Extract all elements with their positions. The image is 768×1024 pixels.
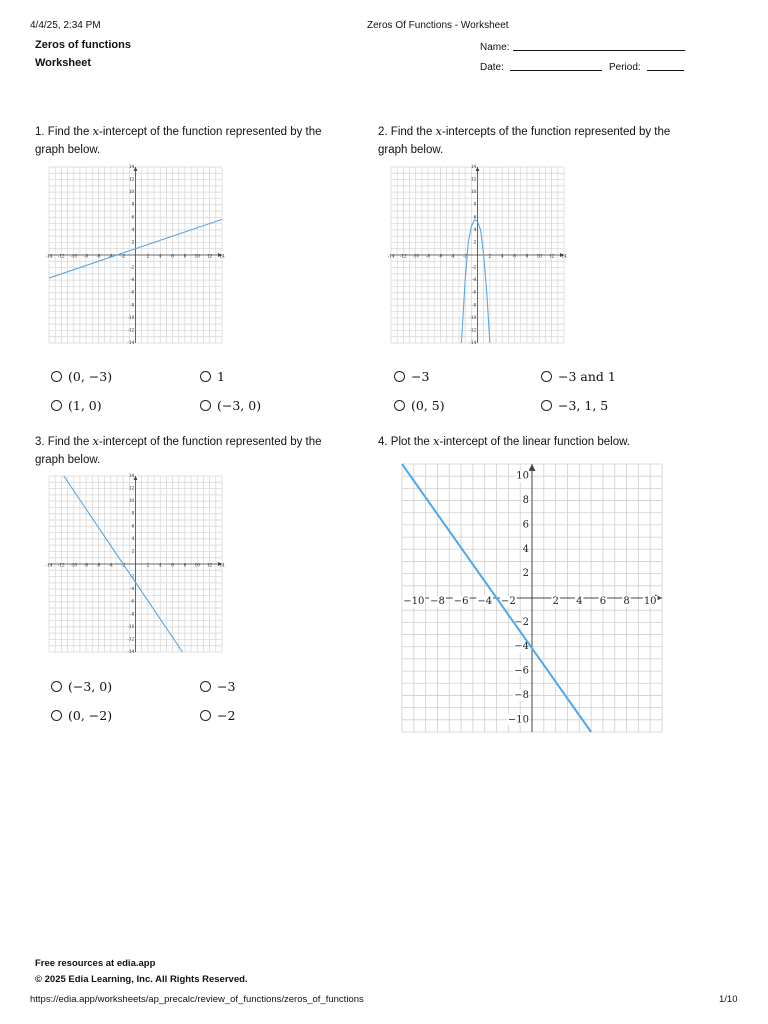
y-tick-label: -14 <box>469 340 477 345</box>
x-tick-label: 4 <box>500 253 504 259</box>
question-1-text: 1. Find the x-intercept of the function represented by the graph below. <box>35 124 322 156</box>
x-tick-label: 8 <box>183 253 187 259</box>
x-tick-label: -2 <box>121 253 126 259</box>
date-label: Date: <box>480 62 504 73</box>
x-tick-label: -8 <box>84 562 89 568</box>
y-tick-label: 12 <box>128 485 135 491</box>
x-tick-label: -6 <box>96 562 101 568</box>
x-tick-label: 2 <box>552 596 559 607</box>
y-tick-label: 6 <box>131 214 135 220</box>
y-tick-label: 8 <box>131 510 135 516</box>
y-tick-label: 10 <box>128 189 135 195</box>
x-tick-label: -2 <box>463 253 468 259</box>
x-tick-label: 4 <box>158 562 162 568</box>
q1-option-a[interactable]: (0, −3) <box>51 369 112 384</box>
worksheet-title: Zeros of functions <box>35 39 131 51</box>
y-axis-arrow <box>529 464 536 471</box>
print-page-title: Zeros Of Functions - Worksheet <box>367 20 509 31</box>
y-tick-label: −2 <box>514 616 529 628</box>
q2-option-b[interactable]: −3 and 1 <box>541 369 616 384</box>
radio-icon <box>51 371 62 382</box>
radio-icon <box>51 710 62 721</box>
x-tick-label: −2 <box>500 596 516 607</box>
x-tick-label: −4 <box>477 596 493 607</box>
y-tick-label: -2 <box>472 264 477 270</box>
date-field[interactable] <box>510 70 602 71</box>
x-tick-label: -10 <box>412 253 420 259</box>
y-tick-label: -4 <box>130 586 135 592</box>
y-tick-label: −10 <box>507 714 529 726</box>
y-tick-label: 8 <box>473 201 477 207</box>
q2-option-a[interactable]: −3 <box>394 369 429 384</box>
y-tick-label: -4 <box>472 277 477 283</box>
question-3-graph <box>45 473 225 654</box>
question-3-text: 3. Find the x-intercept of the function represented by the graph below. <box>35 434 322 466</box>
x-tick-label: -10 <box>70 253 78 259</box>
radio-icon <box>394 400 405 411</box>
y-tick-label: -10 <box>127 623 135 629</box>
y-tick-label: 2 <box>131 239 135 245</box>
y-tick-label: -6 <box>130 598 135 604</box>
q3-option-c[interactable]: (0, −2) <box>51 708 112 723</box>
footer-resources: Free resources at edia.app <box>35 958 156 969</box>
radio-icon <box>200 371 211 382</box>
y-tick-label: -8 <box>130 611 135 617</box>
x-tick-label: 10 <box>643 596 657 607</box>
x-tick-label: -14 <box>45 562 53 568</box>
radio-icon <box>51 400 62 411</box>
x-tick-label: 12 <box>206 253 213 259</box>
y-tick-label: -10 <box>127 314 135 320</box>
y-tick-label: -4 <box>130 277 135 283</box>
question-4-text: 4. Plot the x-intercept of the linear function below. <box>378 434 631 448</box>
x-tick-label: −6 <box>453 596 469 607</box>
footer-url: https://edia.app/worksheets/ap_precalc/review_of_functions/zeros_of_functions <box>30 994 364 1005</box>
x-tick-label: -8 <box>84 253 89 259</box>
name-label: Name: <box>480 42 510 53</box>
x-tick-label: 6 <box>599 596 607 607</box>
y-tick-label: -10 <box>469 314 477 320</box>
x-tick-label: 10 <box>194 253 200 259</box>
x-tick-label: -2 <box>121 562 126 568</box>
y-tick-label: 14 <box>128 164 135 169</box>
x-tick-label: -12 <box>399 253 407 259</box>
x-tick-label: 14 <box>219 562 225 568</box>
x-tick-label: 10 <box>536 253 542 259</box>
y-tick-label: 8 <box>522 495 529 507</box>
x-tick-label: 6 <box>513 253 516 259</box>
y-tick-label: 4 <box>522 543 529 555</box>
x-tick-label: −8 <box>430 596 445 607</box>
q3-option-d[interactable]: −2 <box>200 708 235 723</box>
y-tick-label: -14 <box>127 340 135 345</box>
question-4-plot-area[interactable] <box>402 464 662 732</box>
x-tick-label: -4 <box>108 253 113 259</box>
y-tick-label: 2 <box>522 568 529 580</box>
y-tick-label: −4 <box>514 641 529 653</box>
y-tick-label: 6 <box>131 523 135 529</box>
y-tick-label: -2 <box>130 573 135 579</box>
x-tick-label: 2 <box>488 253 492 259</box>
y-tick-label: -12 <box>469 327 477 333</box>
radio-icon <box>394 371 405 382</box>
x-tick-label: 2 <box>146 562 150 568</box>
radio-icon <box>51 681 62 692</box>
q3-option-b[interactable]: −3 <box>200 679 235 694</box>
q3-option-a[interactable]: (−3, 0) <box>51 679 112 694</box>
y-tick-label: 8 <box>131 201 135 207</box>
y-tick-label: 6 <box>473 214 477 220</box>
graph-svg <box>402 464 662 732</box>
y-tick-label: 14 <box>470 164 477 169</box>
x-tick-label: 8 <box>525 253 529 259</box>
y-tick-label: -6 <box>472 289 477 295</box>
x-tick-label: 6 <box>171 562 174 568</box>
y-tick-label: -12 <box>127 327 135 333</box>
y-tick-label: 6 <box>522 519 529 531</box>
print-datetime: 4/4/25, 2:34 PM <box>30 20 101 31</box>
question-1-graph <box>45 164 225 345</box>
q1-option-c[interactable]: (1, 0) <box>51 398 102 413</box>
y-tick-label: 12 <box>470 176 477 182</box>
x-tick-label: 4 <box>576 596 583 607</box>
y-tick-label: 14 <box>128 473 135 478</box>
y-tick-label: 2 <box>473 239 477 245</box>
y-tick-label: -12 <box>127 636 135 642</box>
graph-svg <box>45 473 225 654</box>
y-tick-label: -8 <box>472 302 477 308</box>
period-field[interactable] <box>647 70 684 71</box>
radio-icon <box>200 400 211 411</box>
radio-icon <box>200 710 211 721</box>
y-tick-label: 10 <box>516 470 529 482</box>
x-tick-label: -4 <box>108 562 113 568</box>
x-tick-label: 6 <box>171 253 174 259</box>
x-tick-label: -6 <box>438 253 443 259</box>
worksheet-subtitle: Worksheet <box>35 57 92 69</box>
x-tick-label: -8 <box>426 253 431 259</box>
x-tick-label: 8 <box>183 562 187 568</box>
q2-option-d[interactable]: −3, 1, 5 <box>541 398 608 413</box>
x-tick-label: -12 <box>57 253 65 259</box>
x-tick-label: 2 <box>146 253 150 259</box>
radio-icon <box>541 371 552 382</box>
footer-page-number: 1/10 <box>719 994 738 1005</box>
q1-option-d[interactable]: (−3, 0) <box>200 398 261 413</box>
x-tick-label: 10 <box>194 562 200 568</box>
y-tick-label: -6 <box>130 289 135 295</box>
x-tick-label: -14 <box>45 253 53 259</box>
x-tick-label: -14 <box>387 253 395 259</box>
y-tick-label: 10 <box>128 498 135 504</box>
y-tick-label: 4 <box>473 226 477 232</box>
name-field[interactable] <box>513 50 685 51</box>
question-2-text: 2. Find the x-intercepts of the function represented by the graph below. <box>378 124 671 156</box>
y-tick-label: 4 <box>131 535 135 541</box>
x-tick-label: -10 <box>70 562 78 568</box>
x-tick-label: 12 <box>548 253 555 259</box>
x-tick-label: 8 <box>623 596 630 607</box>
y-tick-label: −8 <box>514 689 529 701</box>
x-tick-label: 4 <box>158 253 162 259</box>
q1-option-b[interactable]: 1 <box>200 369 225 384</box>
y-tick-label: -8 <box>130 302 135 308</box>
x-tick-label: 14 <box>561 253 567 259</box>
footer-copyright: © 2025 Edia Learning, Inc. All Rights Reserved. <box>35 974 248 985</box>
y-tick-label: −6 <box>514 665 529 677</box>
x-tick-label: 12 <box>206 562 213 568</box>
x-tick-label: -4 <box>450 253 455 259</box>
question-2-graph <box>387 164 567 345</box>
x-tick-label: -6 <box>96 253 101 259</box>
x-tick-label: 14 <box>219 253 225 259</box>
radio-icon <box>541 400 552 411</box>
y-tick-label: 12 <box>128 176 135 182</box>
radio-icon <box>200 681 211 692</box>
graph-svg <box>387 164 567 345</box>
x-tick-label: -12 <box>57 562 65 568</box>
y-tick-label: 4 <box>131 226 135 232</box>
q2-option-c[interactable]: (0, 5) <box>394 398 445 413</box>
graph-svg <box>45 164 225 345</box>
y-tick-label: 2 <box>131 548 135 554</box>
y-tick-label: 10 <box>470 189 477 195</box>
period-label: Period: <box>609 62 641 73</box>
y-tick-label: -2 <box>130 264 135 270</box>
x-tick-label: −10 <box>403 596 425 607</box>
y-tick-label: -14 <box>127 649 135 654</box>
